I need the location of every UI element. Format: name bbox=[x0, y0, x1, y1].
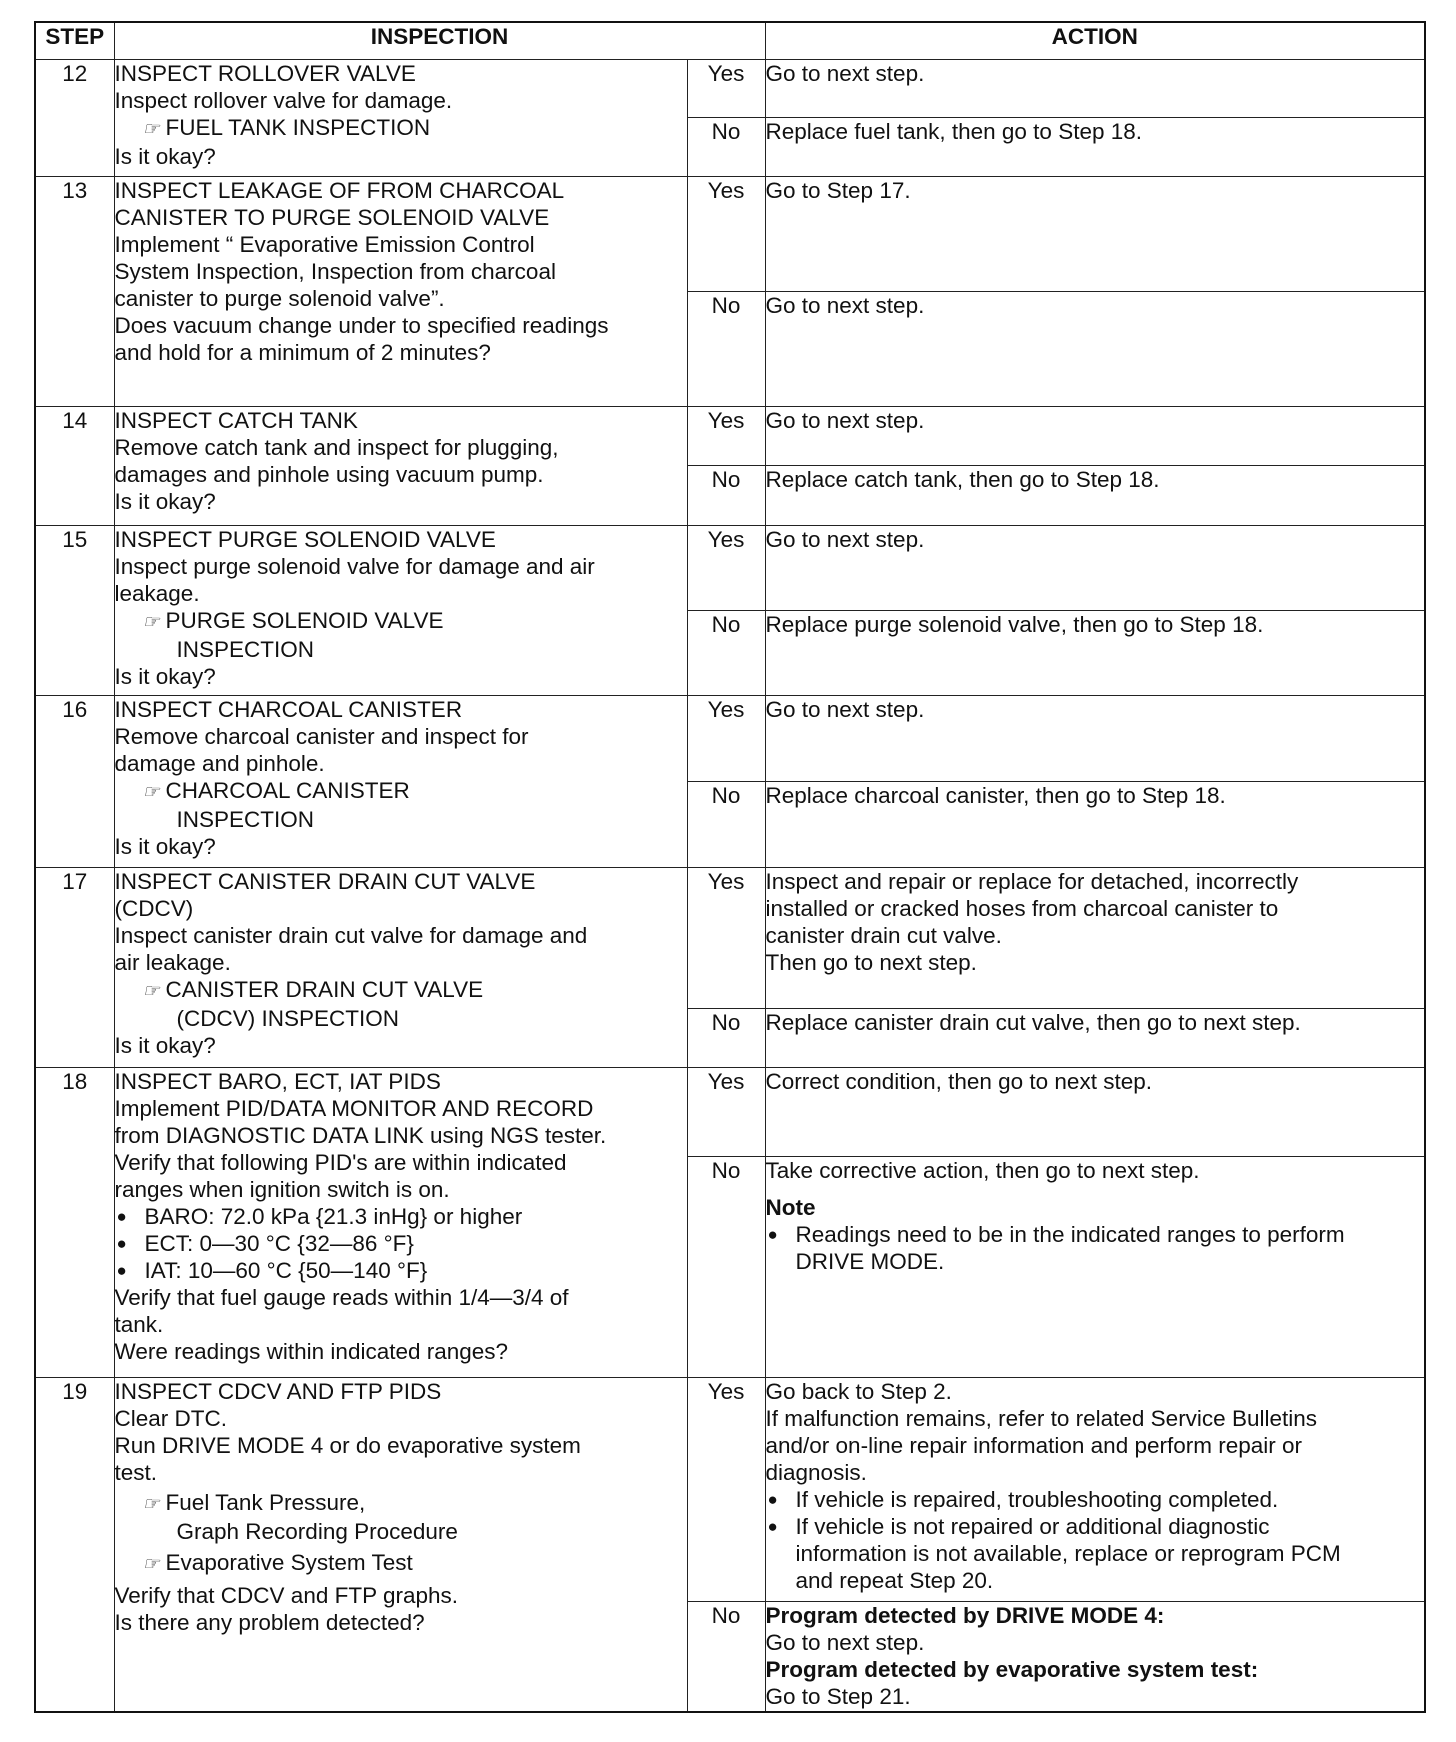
inspection-text: tank. bbox=[114, 1312, 164, 1337]
reference-link[interactable]: ☞ FUEL TANK INSPECTION bbox=[142, 115, 431, 140]
inspection-cell bbox=[114, 1068, 687, 1378]
list-item: ● ECT: 0—30 °C {32—86 °F} bbox=[115, 1230, 687, 1257]
reference-link[interactable]: ☞ CANISTER DRAIN CUT VALVE bbox=[142, 977, 484, 1002]
no-label: No bbox=[687, 292, 765, 407]
header-row bbox=[35, 22, 1425, 60]
list-item: ● BARO: 72.0 kPa {21.3 inHg} or higher bbox=[115, 1203, 687, 1230]
no-label: No bbox=[687, 1009, 765, 1068]
inspection-text: from DIAGNOSTIC DATA LINK using NGS tester. bbox=[114, 1123, 607, 1148]
inspection-text: Verify that CDCV and FTP graphs. bbox=[114, 1583, 458, 1608]
no-action: Go to next step. bbox=[765, 292, 1425, 407]
inspection-title: INSPECT CANISTER DRAIN CUT VALVE bbox=[114, 869, 536, 894]
inspection-text: air leakage. bbox=[114, 950, 231, 975]
pointing-hand-icon: ☞ bbox=[142, 981, 160, 1002]
inspection-title: INSPECT PURGE SOLENOID VALVE bbox=[114, 527, 496, 552]
inspection-title: INSPECT BARO, ECT, IAT PIDS bbox=[114, 1069, 441, 1094]
table-row bbox=[35, 60, 1425, 118]
reference-link[interactable]: ☞ CHARCOAL CANISTER bbox=[142, 778, 410, 803]
yes-action: Go to next step. bbox=[765, 526, 1425, 611]
table-row bbox=[35, 1068, 1425, 1157]
inspection-question: and hold for a minimum of 2 minutes? bbox=[114, 340, 491, 365]
yes-label: Yes bbox=[687, 1378, 765, 1602]
inspection-question: Does vacuum change under to specified readings bbox=[114, 313, 609, 338]
no-label: No bbox=[687, 611, 765, 696]
inspection-cell bbox=[114, 1378, 687, 1712]
yes-label: Yes bbox=[687, 696, 765, 782]
inspection-question: Were readings within indicated ranges? bbox=[114, 1339, 509, 1364]
step-number: 14 bbox=[35, 407, 114, 526]
inspection-cell bbox=[114, 696, 687, 868]
inspection-text: test. bbox=[114, 1460, 158, 1485]
inspection-cell bbox=[114, 407, 687, 526]
no-action: Take corrective action, then go to next step. Note ● Readings need to be in the indicated ranges to perform DRIVE MODE. bbox=[765, 1157, 1425, 1378]
inspection-text: Remove catch tank and inspect for plugging, bbox=[114, 435, 559, 460]
step-number: 17 bbox=[35, 868, 114, 1068]
step-number: 12 bbox=[35, 60, 114, 177]
list-item: ● If vehicle is repaired, troubleshooting completed. bbox=[766, 1486, 1425, 1513]
step-number: 15 bbox=[35, 526, 114, 696]
pointing-hand-icon: ☞ bbox=[142, 1554, 160, 1575]
inspection-text: canister to purge solenoid valve”. bbox=[114, 286, 445, 311]
table-row bbox=[35, 177, 1425, 292]
no-action: Replace charcoal canister, then go to Step 18. bbox=[765, 782, 1425, 868]
inspection-title: INSPECT CATCH TANK bbox=[114, 408, 358, 433]
step-number: 18 bbox=[35, 1068, 114, 1378]
reference-link-cont: (CDCV) INSPECTION bbox=[176, 1006, 400, 1031]
inspection-text: Clear DTC. bbox=[114, 1406, 228, 1431]
yes-action: Go to next step. bbox=[765, 696, 1425, 782]
no-label: No bbox=[687, 466, 765, 526]
yes-action: Correct condition, then go to next step. bbox=[765, 1068, 1425, 1157]
inspection-text: Implement PID/DATA MONITOR AND RECORD bbox=[114, 1096, 594, 1121]
inspection-text: damages and pinhole using vacuum pump. bbox=[114, 462, 544, 487]
reference-link[interactable]: ☞ Evaporative System Test bbox=[142, 1550, 413, 1575]
pointing-hand-icon: ☞ bbox=[142, 1494, 160, 1515]
inspection-question: Is it okay? bbox=[114, 489, 216, 514]
yes-action: Go to next step. bbox=[765, 407, 1425, 466]
inspection-text: Implement “ Evaporative Emission Control bbox=[114, 232, 535, 257]
inspection-title: INSPECT ROLLOVER VALVE bbox=[114, 61, 416, 86]
inspection-title: (CDCV) bbox=[114, 896, 194, 921]
note-heading: Note bbox=[765, 1195, 816, 1220]
yes-label: Yes bbox=[687, 526, 765, 611]
no-label: No bbox=[687, 1602, 765, 1712]
no-label: No bbox=[687, 118, 765, 177]
inspection-title: CANISTER TO PURGE SOLENOID VALVE bbox=[114, 205, 550, 230]
inspection-text: Inspect rollover valve for damage. bbox=[114, 88, 453, 113]
list-item: ● If vehicle is not repaired or additional diagnostic information is not available, replace or reprogram PCM and repeat Step 20. bbox=[766, 1513, 1425, 1594]
table-row bbox=[35, 1378, 1425, 1602]
no-action: Replace canister drain cut valve, then go to next step. bbox=[765, 1009, 1425, 1068]
no-action: Replace fuel tank, then go to Step 18. bbox=[765, 118, 1425, 177]
pointing-hand-icon: ☞ bbox=[142, 782, 160, 803]
inspection-cell bbox=[114, 526, 687, 696]
inspection-question: Is there any problem detected? bbox=[114, 1610, 425, 1635]
table-row bbox=[35, 696, 1425, 782]
list-item: ● Readings need to be in the indicated ranges to perform DRIVE MODE. bbox=[766, 1221, 1425, 1275]
yes-label: Yes bbox=[687, 60, 765, 118]
inspection-question: Is it okay? bbox=[114, 834, 216, 859]
reference-link-cont: INSPECTION bbox=[176, 637, 315, 662]
inspection-question: Is it okay? bbox=[114, 664, 216, 689]
inspection-text: Remove charcoal canister and inspect for bbox=[114, 724, 529, 749]
step-number: 19 bbox=[35, 1378, 114, 1712]
reference-link[interactable]: ☞ PURGE SOLENOID VALVE bbox=[142, 608, 444, 633]
table-row bbox=[35, 526, 1425, 611]
no-action: Replace purge solenoid valve, then go to Step 18. bbox=[765, 611, 1425, 696]
inspection-text: Verify that following PID's are within indicated bbox=[114, 1150, 567, 1175]
inspection-cell bbox=[114, 60, 687, 177]
inspection-cell bbox=[114, 868, 687, 1068]
inspection-text: ranges when ignition switch is on. bbox=[114, 1177, 450, 1202]
no-action: Program detected by DRIVE MODE 4: Go to next step. Program detected by evaporative system test: Go to Step 21. bbox=[765, 1602, 1425, 1712]
no-label: No bbox=[687, 782, 765, 868]
step-number: 16 bbox=[35, 696, 114, 868]
table-row bbox=[35, 407, 1425, 466]
no-action: Replace catch tank, then go to Step 18. bbox=[765, 466, 1425, 526]
yes-action: Go back to Step 2. If malfunction remains, refer to related Service Bulletins and/or on-line repair information and perform repair or diagnosis. ● If vehicle is repaired, troubleshooting completed. ● If vehicle is not repaired or additional diagnostic information is not available, replace or reprogram PCM and repeat Step 20. bbox=[765, 1378, 1425, 1602]
reference-link-cont: INSPECTION bbox=[176, 807, 315, 832]
yes-label: Yes bbox=[687, 407, 765, 466]
inspection-question: Is it okay? bbox=[114, 1033, 216, 1058]
inspection-title: INSPECT CHARCOAL CANISTER bbox=[114, 697, 463, 722]
inspection-title: INSPECT CDCV AND FTP PIDS bbox=[114, 1379, 442, 1404]
inspection-text: damage and pinhole. bbox=[114, 751, 325, 776]
inspection-title: INSPECT LEAKAGE OF FROM CHARCOAL bbox=[114, 178, 565, 203]
inspection-text: System Inspection, Inspection from charcoal bbox=[114, 259, 556, 284]
inspection-text: Inspect canister drain cut valve for damage and bbox=[114, 923, 588, 948]
yes-action: Go to Step 17. bbox=[765, 177, 1425, 292]
yes-label: Yes bbox=[687, 868, 765, 1009]
inspection-text: Verify that fuel gauge reads within 1/4—3/4 of bbox=[114, 1285, 569, 1310]
inspection-question: Is it okay? bbox=[114, 144, 216, 169]
header-action: ACTION bbox=[765, 22, 1425, 60]
diagnostic-table bbox=[34, 21, 1426, 1713]
yes-label: Yes bbox=[687, 177, 765, 292]
reference-link[interactable]: ☞ Fuel Tank Pressure, bbox=[142, 1490, 366, 1515]
header-step: STEP bbox=[35, 22, 114, 60]
no-label: No bbox=[687, 1157, 765, 1378]
yes-label: Yes bbox=[687, 1068, 765, 1157]
inspection-text: leakage. bbox=[114, 581, 200, 606]
step-number: 13 bbox=[35, 177, 114, 407]
inspection-text: Inspect purge solenoid valve for damage and air bbox=[114, 554, 595, 579]
inspection-text: Run DRIVE MODE 4 or do evaporative system bbox=[114, 1433, 581, 1458]
yes-action: Go to next step. bbox=[765, 60, 1425, 118]
pointing-hand-icon: ☞ bbox=[142, 119, 160, 140]
inspection-cell bbox=[114, 177, 687, 407]
reference-link-cont: Graph Recording Procedure bbox=[176, 1519, 458, 1544]
table-row bbox=[35, 868, 1425, 1009]
header-inspection: INSPECTION bbox=[114, 22, 765, 60]
yes-action: Inspect and repair or replace for detached, incorrectly installed or cracked hoses from charcoal canister to canister drain cut valve. Then go to next step. bbox=[765, 868, 1425, 1009]
list-item: ● IAT: 10—60 °C {50—140 °F} bbox=[115, 1257, 687, 1284]
pointing-hand-icon: ☞ bbox=[142, 612, 160, 633]
